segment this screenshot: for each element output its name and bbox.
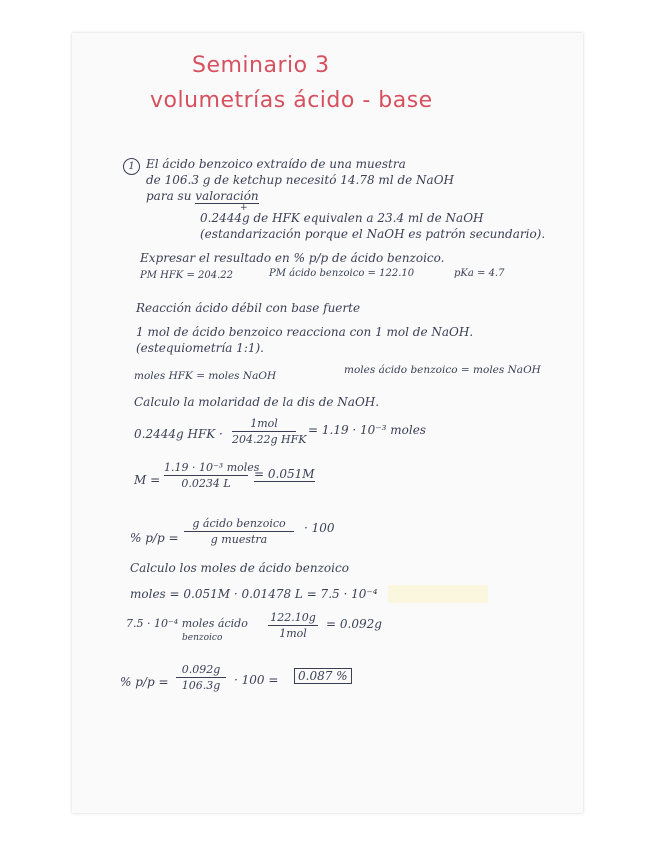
final-prefix: % p/p =	[120, 675, 169, 689]
m-result: = 0.051M	[254, 467, 315, 481]
equivalence-left: moles HFK = moles NaOH	[134, 370, 277, 382]
final-numerator: 0.092g	[181, 663, 221, 676]
mm-denominator: 1mol	[279, 627, 307, 640]
grams-prefix-2: benzoico	[182, 633, 223, 643]
problem-line-6: Expresar el resultado en % p/p de ácido benzoico.	[140, 251, 445, 265]
highlight-mark	[388, 585, 488, 603]
fraction-final	[176, 663, 226, 692]
frac1-denominator: 204.22g HFK	[232, 433, 307, 446]
final-answer: 0.087 %	[294, 668, 352, 684]
problem-line-5: (estandarización porque el NaOH es patrón secundario).	[200, 227, 546, 241]
moles-line: moles = 0.051M · 0.01478 L = 7.5 · 10⁻⁴	[130, 587, 378, 601]
grams-result: = 0.092g	[326, 617, 382, 631]
frac2-numerator: 1.19 · 10⁻³ moles	[164, 461, 260, 474]
percent-denominator: g muestra	[210, 533, 268, 546]
problem-line-2: de 106.3 g de ketchup necesitó 14.78 ml de NaOH	[146, 173, 454, 187]
molarity-calc-prefix: 0.2444g HFK ·	[134, 427, 223, 441]
frac2-denominator: 0.0234 L	[181, 477, 231, 490]
molarity-heading: Calculo la molaridad de la dis de NaOH.	[134, 395, 380, 409]
moles-heading: Calculo los moles de ácido benzoico	[130, 561, 349, 575]
page-title-line1: Seminario 3	[192, 53, 330, 78]
percent-numerator: g ácido benzoico	[192, 517, 286, 530]
final-answer-wrap	[294, 669, 352, 683]
m-prefix: M =	[134, 473, 161, 487]
final-mid: · 100 =	[234, 673, 279, 687]
page-title-line2: volumetrías ácido - base	[150, 88, 433, 113]
pm-hfk: PM HFK = 204.22	[140, 270, 234, 281]
grams-prefix: 7.5 · 10⁻⁴ moles ácido	[126, 617, 248, 630]
problem-line-1: El ácido benzoico extraído de una muestra	[146, 157, 406, 171]
fraction-mol-per-gram	[232, 417, 307, 446]
pka: pKa = 4.7	[454, 268, 505, 279]
m-result-wrap	[254, 467, 315, 481]
problem-line-3: para su valoración	[146, 189, 259, 203]
percent-formula-suffix: · 100	[304, 521, 335, 535]
pm-benzoic: PM ácido benzoico = 122.10	[269, 268, 415, 279]
final-denominator: 106.3g	[181, 679, 221, 692]
percent-formula-prefix: % p/p =	[130, 531, 179, 545]
reaction-line-1: 1 mol de ácido benzoico reacciona con 1 mol de NaOH.	[136, 325, 474, 339]
equivalence-right: moles ácido benzoico = moles NaOH	[344, 364, 541, 376]
reaction-line-2: (estequiometría 1:1).	[136, 341, 264, 355]
mm-numerator: 122.10g	[270, 611, 316, 624]
fraction-percent	[184, 517, 294, 546]
underlined-word: valoración	[195, 189, 259, 203]
molarity-calc-result: = 1.19 · 10⁻³ moles	[308, 423, 426, 437]
reaction-heading: Reacción ácido débil con base fuerte	[136, 301, 361, 315]
fraction-molarity	[164, 461, 260, 490]
notebook-page	[72, 33, 583, 813]
fraction-molar-mass	[268, 611, 318, 640]
problem-number: 1	[123, 158, 140, 175]
problem-line-4: 0.2444g de HFK equivalen a 23.4 ml de NaOH	[200, 211, 484, 225]
plus-mark: +	[240, 203, 248, 213]
frac1-numerator: 1mol	[250, 417, 278, 430]
